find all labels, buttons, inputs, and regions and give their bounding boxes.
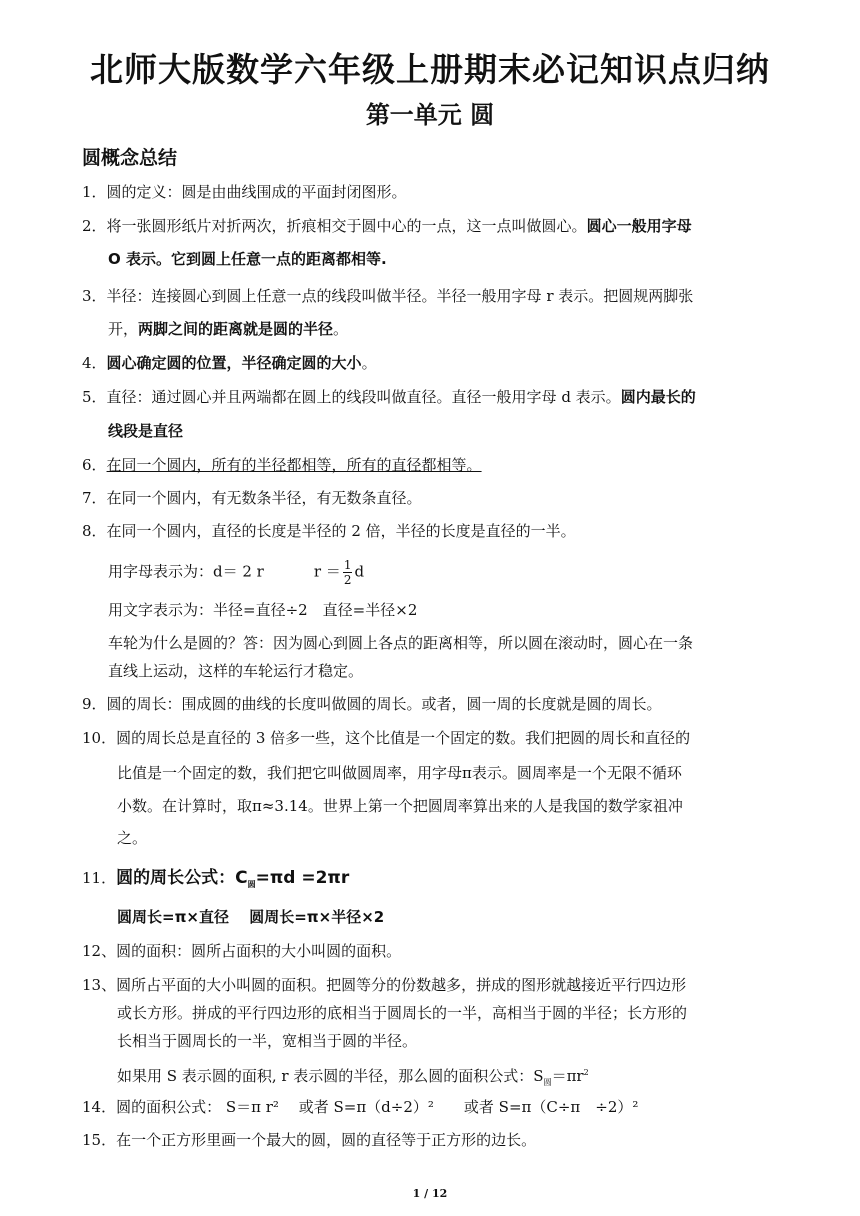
formula-r-d: d — [354, 562, 365, 581]
circumference-formula: =πd =2πr — [255, 868, 350, 888]
item-8: 8．在同一个圆内，直径的长度是半径的 2 倍，半径的长度是直径的一半。 — [82, 522, 576, 540]
fraction-half — [343, 558, 353, 587]
item-4 — [82, 353, 377, 373]
item-8-words: 用文字表示为：半径=直径÷2 直径=半径×2 — [108, 601, 418, 619]
item-2-bold: 圆心一般用字母 — [586, 217, 692, 235]
unit-title: 第一单元 圆 — [365, 101, 495, 129]
item-11-words: 圆周长=π×直径 圆周长=π×半径×2 — [117, 908, 385, 926]
page-number: 1 / 12 — [412, 1187, 448, 1200]
area-formula-text: 如果用 S 表示圆的面积, r 表示圆的半径，那么圆的面积公式：S — [117, 1067, 544, 1085]
section-heading: 圆概念总结 — [82, 147, 178, 169]
item-7: 7．在同一个圆内，有无数条半径，有无数条直径。 — [82, 489, 422, 507]
item-3-text: 开， — [108, 320, 139, 338]
item-10-cont-3: 之。 — [117, 829, 148, 847]
item-2-cont: O 表示。它到圆上任意一点的距离都相等. — [108, 250, 387, 268]
item-4-bold: 圆心确定圆的位置，半径确定圆的大小 — [106, 354, 362, 372]
item-12: 12、圆的面积：圆所占面积的大小叫圆的面积。 — [82, 942, 402, 960]
area-subscript: 圆 — [543, 1078, 552, 1087]
item-14: 14．圆的面积公式： S＝π r² 或者 S=π（d÷2）² 或者 S=π（C÷π ÷2）² — [82, 1098, 639, 1116]
fraction-numerator: 1 — [343, 558, 352, 572]
item-3-bold: 两脚之间的距离就是圆的半径 — [138, 320, 334, 338]
item-15: 15．在一个正方形里画一个最大的圆，圆的直径等于正方形的边长。 — [82, 1131, 537, 1149]
item-3-end: 。 — [333, 320, 349, 338]
item-2 — [82, 216, 692, 236]
item-10-cont-1: 比值是一个固定的数，我们把它叫做圆周率，用字母π表示。圆周率是一个无限不循环 — [117, 764, 682, 782]
item-8-question-cont: 直线上运动，这样的车轮运行才稳定。 — [108, 662, 364, 680]
item-5-cont: 线段是直径 — [108, 422, 184, 440]
item-10: 10．圆的周长总是直径的 3 倍多一些，这个比值是一个固定的数。我们把圆的周长和直径的 — [82, 729, 691, 747]
item-10-cont-2: 小数。在计算时，取π≈3.14。世界上第一个把圆周率算出来的人是我国的数学家祖冲 — [117, 797, 683, 815]
area-formula: ＝πr — [551, 1067, 584, 1085]
item-1: 1．圆的定义：圆是由曲线围成的平面封闭图形。 — [82, 183, 407, 201]
item-11 — [82, 868, 349, 895]
item-11-num: 11． — [82, 869, 117, 887]
item-5-text: 5．直径：通过圆心并且两端都在圆上的线段叫做直径。直径一般用字母 d 表示。 — [82, 388, 621, 406]
item-4-num: 4． — [82, 354, 107, 372]
item-13: 13、圆所占平面的大小叫圆的面积。把圆等分的份数越多，拼成的图形就越接近平行四边形 — [82, 976, 687, 994]
item-3: 3．半径：连接圆心到圆上任意一点的线段叫做半径。半径一般用字母 r 表示。把圆规两脚张 — [82, 287, 694, 305]
circumference-subscript: 圆 — [247, 880, 256, 889]
formula-d: 用字母表示为：d＝ 2 r — [108, 562, 264, 581]
page-title: 北师大版数学六年级上册期末必记知识点归纳 — [90, 50, 770, 89]
item-13-cont-2: 长相当于圆周长的一半，宽相当于圆的半径。 — [117, 1032, 418, 1050]
fraction-denominator: 2 — [343, 573, 352, 587]
area-superscript: 2 — [583, 1068, 589, 1077]
item-3-cont — [108, 319, 348, 339]
item-5 — [82, 387, 696, 407]
formula-r: r ＝ — [313, 562, 341, 581]
item-6 — [82, 455, 482, 475]
item-4-end: 。 — [361, 354, 377, 372]
item-13-formula — [117, 1063, 589, 1093]
item-6-num: 6． — [82, 456, 107, 474]
circumference-formula-label: 圆的周长公式：C — [116, 868, 248, 888]
item-8-question: 车轮为什么是圆的？答：因为圆心到圆上各点的距离相等，所以圆在滚动时，圆心在一条 — [108, 634, 694, 652]
item-5-bold: 圆内最长的 — [620, 388, 696, 406]
item-13-cont-1: 或长方形。拼成的平行四边形的底相当于圆周长的一半，高相当于圆的半径；长方形的 — [117, 1004, 688, 1022]
item-6-underlined: 在同一个圆内，所有的半径都相等，所有的直径都相等。 — [106, 456, 482, 474]
item-8-formula — [108, 558, 364, 587]
item-2-text: 2．将一张圆形纸片对折两次，折痕相交于圆中心的一点，这一点叫做圆心。 — [82, 217, 587, 235]
item-9: 9．圆的周长：围成圆的曲线的长度叫做圆的周长。或者，圆一周的长度就是圆的周长。 — [82, 695, 662, 713]
